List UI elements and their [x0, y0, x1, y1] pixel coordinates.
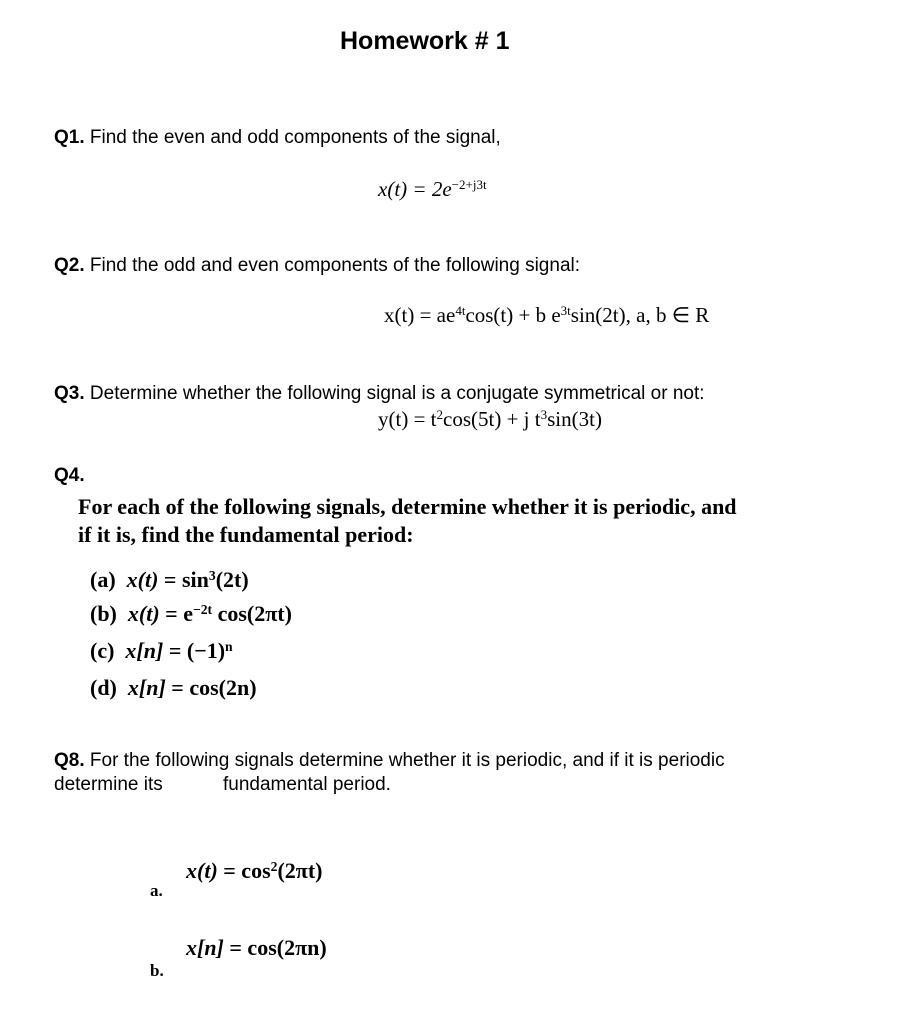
q1-eq-exponent: −2+j3t — [451, 176, 487, 192]
q3-eq-exponent-1: 2 — [436, 406, 444, 422]
q3-text: Determine whether the following signal is a conjugate symmetrical or not: — [84, 383, 705, 404]
q2-eq-part-a: x(t) = ae — [384, 303, 456, 327]
q8-prompt-line-2b: fundamental period. — [223, 774, 391, 795]
q2-eq-part-c: sin(2t), a, b ∈ R — [570, 303, 710, 327]
q4-instructions-line-1: For each of the following signals, determine whether it is periodic, and — [78, 494, 737, 519]
q8-prompt-line-2a: determine its — [54, 774, 163, 795]
q2-label: Q2. — [54, 255, 85, 276]
q2-text: Find the odd and even components of the following signal: — [84, 255, 581, 276]
q3-eq-part-b: cos(5t) + j t — [443, 407, 541, 431]
q3-eq-part-a: y(t) = t — [378, 407, 437, 431]
q4-item-lhs: x(t) — [127, 601, 160, 626]
q8-eq-a — [186, 858, 322, 884]
q4-item-lhs: x[n] — [125, 638, 164, 663]
q8-prompt — [54, 750, 725, 772]
q4-item-tag: (a) — [90, 567, 116, 592]
q2-prompt — [54, 255, 580, 277]
q4-label — [54, 465, 85, 487]
q1-label: Q1. — [54, 127, 85, 148]
q2-eq-part-b: cos(t) + b e — [465, 303, 561, 327]
q4-item-tag: (d) — [90, 675, 117, 700]
q8-label: Q8. — [54, 750, 85, 771]
q4-item-b — [90, 601, 292, 627]
q4-instructions-line-2: if it is, find the fundamental period: — [78, 522, 414, 547]
q4-item-tag: (c) — [90, 638, 115, 663]
q3-label: Q3. — [54, 383, 85, 404]
q1-equation — [378, 177, 487, 202]
q4-item-rhs: = sin — [158, 567, 209, 592]
q4-item-rhs: = (−1) — [163, 638, 226, 663]
q1-prompt — [54, 127, 501, 149]
q8-item-label-b: b. — [150, 961, 164, 980]
q4-item-sup: −2t — [192, 601, 213, 617]
q8-item-label-a: a. — [150, 881, 163, 900]
q4-label-text: Q4. — [54, 465, 85, 486]
q4-item-lhs: x[n] — [127, 675, 166, 700]
q4-item-rest: (2t) — [215, 567, 249, 592]
q4-item-lhs: x(t) — [126, 567, 159, 592]
q4-item-a — [90, 567, 249, 593]
q8-eq-b-rhs: = cos(2πn) — [223, 935, 327, 960]
q4-item-tag: (b) — [90, 601, 117, 626]
q3-prompt — [54, 383, 705, 405]
q2-eq-exponent-2: 3t — [560, 302, 571, 318]
q3-eq-exponent-2: 3 — [540, 406, 548, 422]
q1-eq-lhs: x(t) = 2e — [378, 177, 452, 201]
q8-eq-b-lhs: x[n] — [186, 935, 224, 960]
q4-item-sup: n — [225, 638, 233, 654]
q8-eq-a-sup: 2 — [270, 858, 278, 874]
q8-eq-a-rhs: = cos — [217, 858, 271, 883]
q4-item-c — [90, 638, 233, 664]
q4-item-rest: cos(2πt) — [212, 601, 292, 626]
page-title: Homework # 1 — [340, 27, 510, 55]
q4-item-d — [90, 675, 257, 701]
q3-eq-part-c: sin(3t) — [547, 407, 602, 431]
q2-equation — [384, 303, 709, 328]
q8-eq-b — [186, 935, 327, 961]
q8-text-line-1: For the following signals determine whether it is periodic, and if it is periodic — [84, 750, 725, 771]
q2-eq-exponent-1: 4t — [455, 302, 466, 318]
q8-eq-a-lhs: x(t) — [186, 858, 218, 883]
q1-text: Find the even and odd components of the signal, — [84, 127, 501, 148]
q8-eq-a-rest: (2πt) — [277, 858, 323, 883]
q3-equation — [378, 407, 602, 432]
q4-item-sup: 3 — [208, 567, 216, 583]
q4-item-rhs: = cos(2n) — [165, 675, 257, 700]
q4-item-rhs: = e — [159, 601, 193, 626]
